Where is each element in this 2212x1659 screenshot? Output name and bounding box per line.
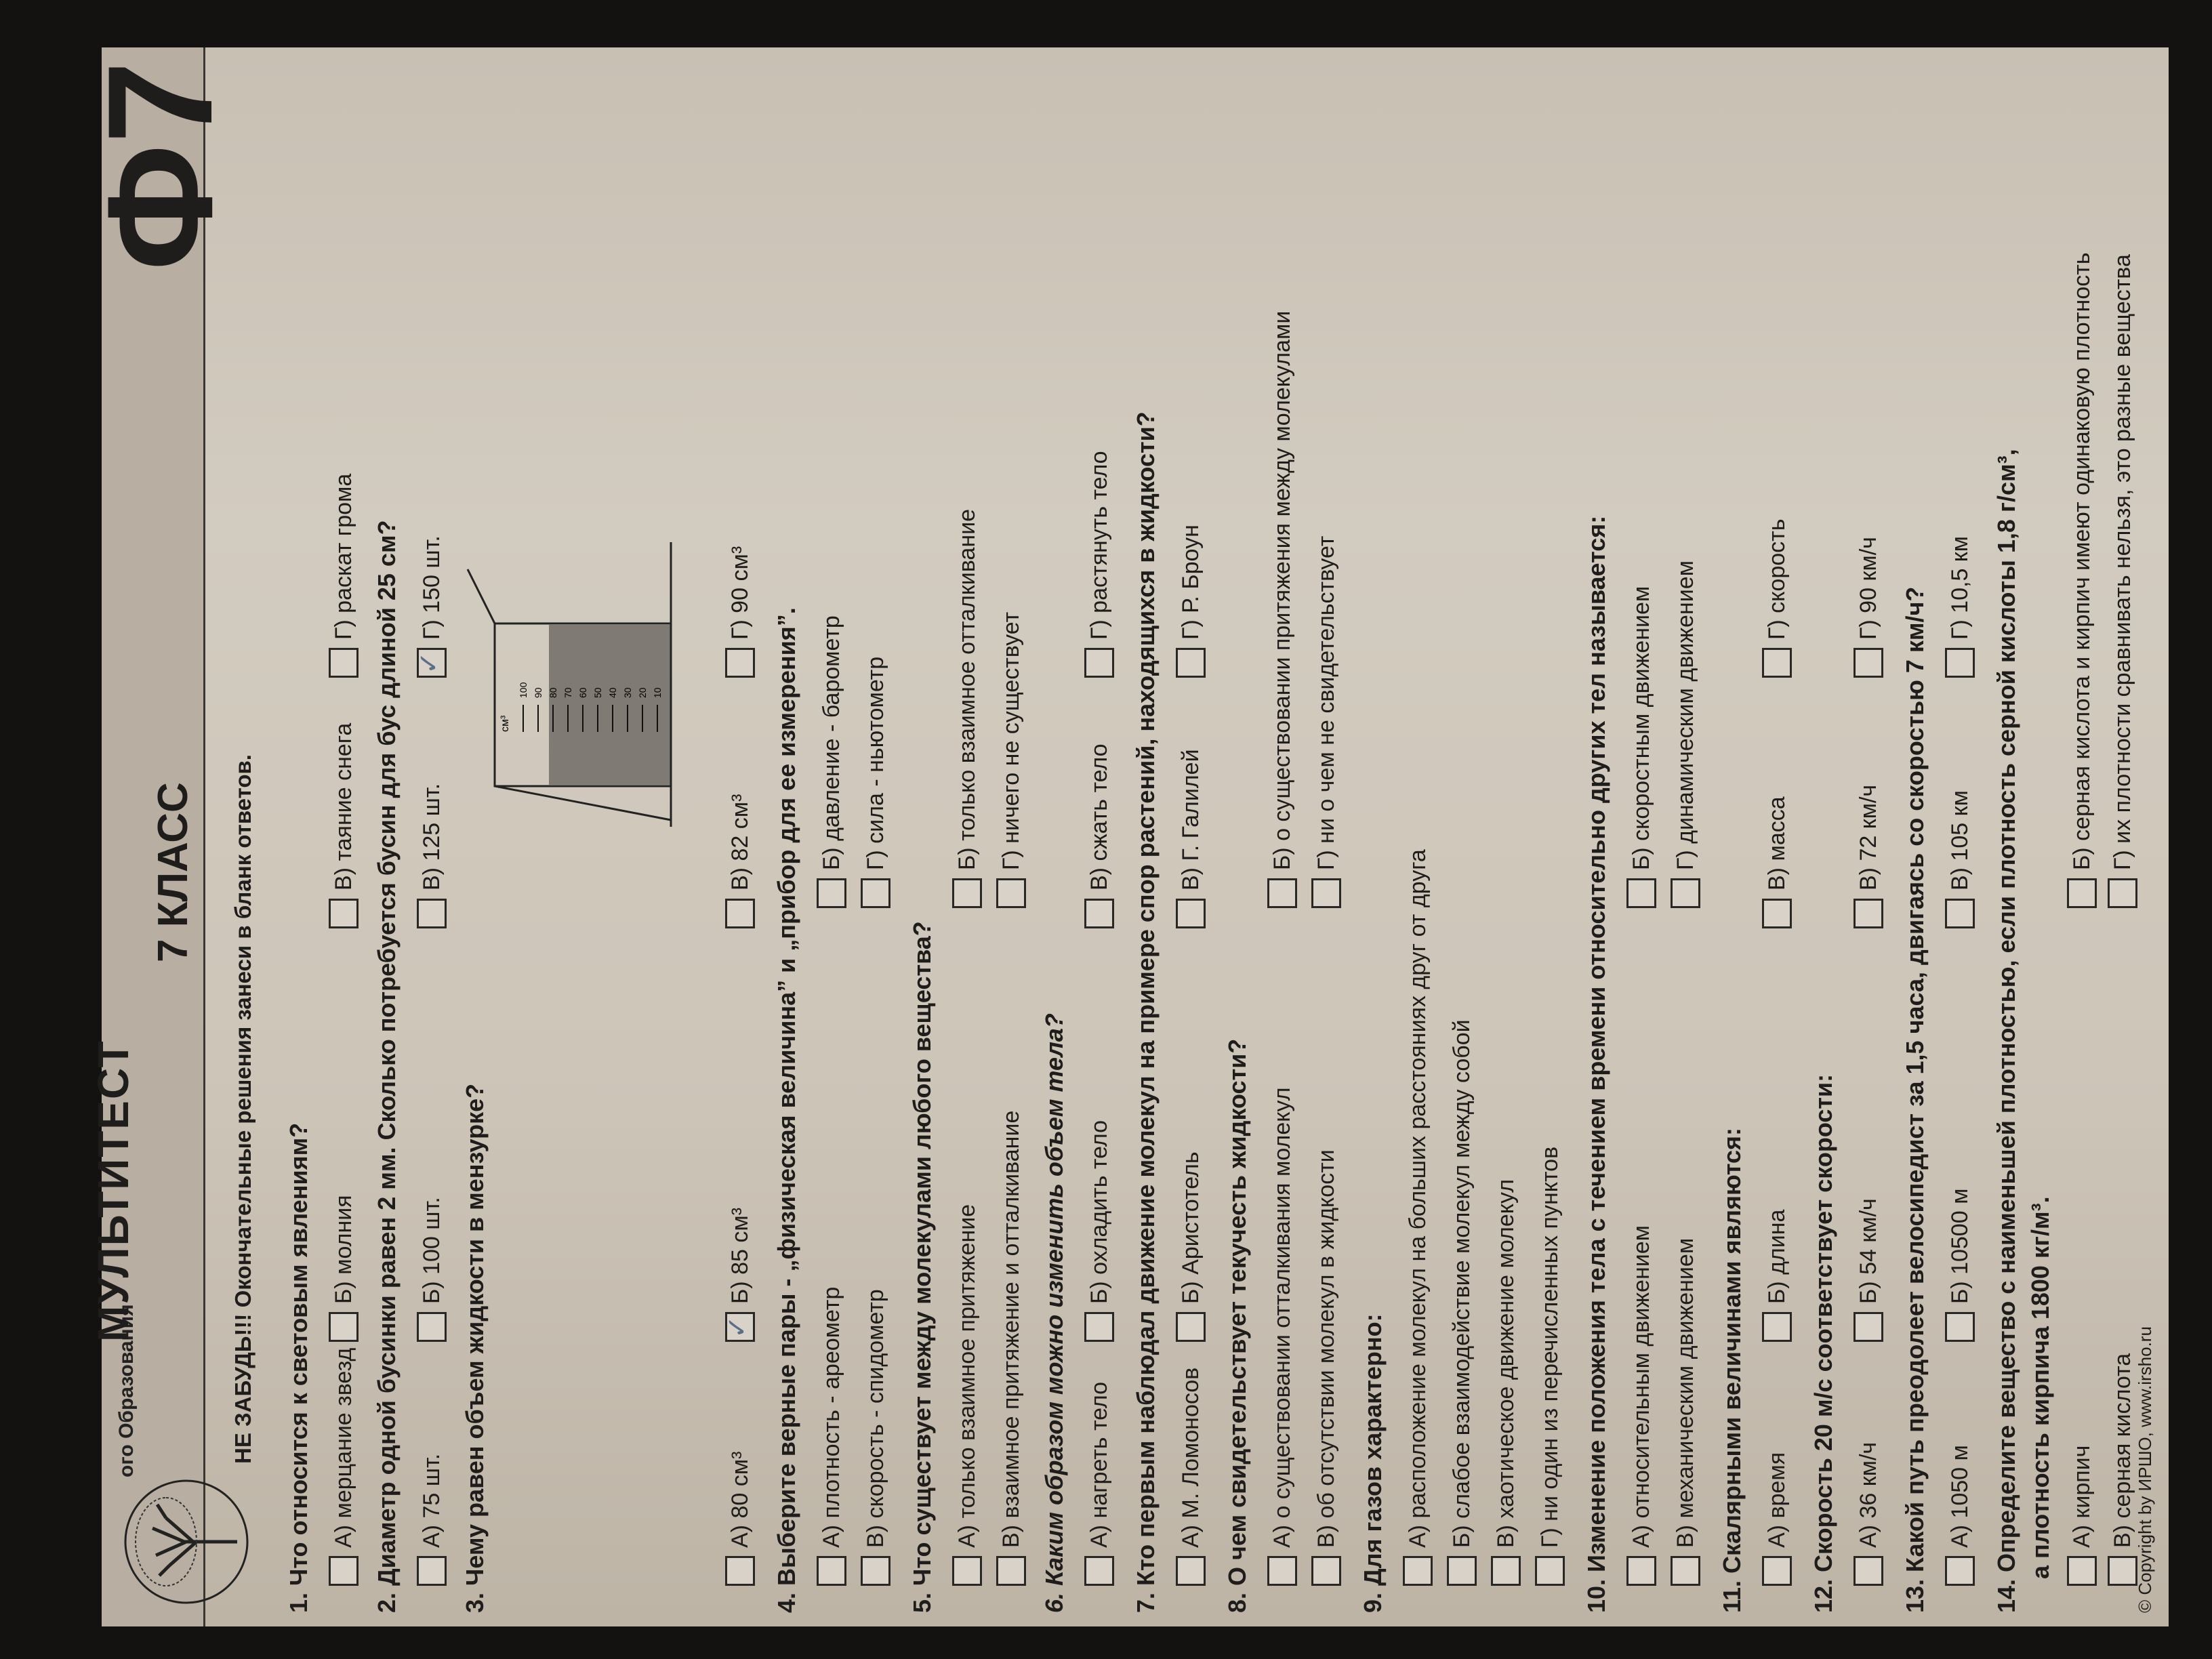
answer-option[interactable] [817,1287,846,1586]
answer-option[interactable] [1671,560,1700,908]
answer-label: Г) растянуть тело [1086,451,1112,640]
class-title: 7 КЛАСС [150,782,197,962]
question-text-continued: а плотность кирпича 1800 кг/м³. [2026,1196,2054,1579]
question-text: Что относится к световым явлениям? [285,1122,312,1586]
cylinder-tick-label: 20 [637,687,648,698]
answer-option[interactable] [1626,1225,1656,1586]
answer-label: В) Г. Галилей [1177,749,1204,890]
answer-option[interactable] [725,1452,755,1586]
answer-option[interactable] [1084,743,1114,928]
answer-label: Б) 10500 м [1946,1188,1973,1304]
cylinder-tick-label: 60 [577,687,588,698]
question-number: 3. [461,1585,489,1613]
answer-label: Б) о существовании притяжения между молекулами [1269,310,1295,870]
answer-option[interactable] [417,535,447,678]
question-1 [285,1123,313,1613]
answer-option[interactable] [1762,1452,1792,1586]
answer-label: Г) 90 см³ [726,546,753,640]
checkbox[interactable] [1671,878,1700,908]
answer-label: В) взаимное притяжение и отталкивание [998,1110,1024,1548]
answer-option[interactable] [1176,525,1206,678]
question-number: 13. [1901,1572,1929,1613]
answer-option[interactable] [1626,586,1656,908]
answer-label: Б) скоростным движением [1628,586,1654,870]
checkbox[interactable] [1447,1556,1477,1586]
answer-option[interactable] [1853,785,1883,928]
checkbox[interactable] [1311,878,1341,908]
answer-option[interactable] [1084,1120,1114,1342]
checkbox[interactable] [1311,1556,1341,1586]
question-number: 14. [1992,1572,2020,1613]
answer-label: Г) их плотности сравнивать нельзя, это разные вещества [2109,254,2135,870]
checkbox[interactable] [861,878,890,908]
checkbox[interactable] [329,899,359,928]
answer-label: В) об отсутствии молекул в жидкости [1313,1149,1339,1548]
checkbox[interactable] [1626,878,1656,908]
answer-option[interactable] [1945,790,1975,928]
question-number: 7. [1132,1585,1160,1613]
answer-label: А) мерцание звезд [330,1347,356,1548]
checkbox[interactable] [1176,1556,1206,1586]
question-number: 2. [373,1585,401,1613]
answer-label: А) плотность - ареометр [818,1286,844,1548]
answer-option[interactable] [1176,1151,1206,1342]
question-8 [1223,1039,1252,1613]
question-10 [1582,516,1611,1613]
answer-option[interactable] [1853,537,1883,678]
question-number: 8. [1223,1585,1251,1613]
answer-label: В) сжать тело [1086,743,1112,890]
checkbox[interactable] [1535,1556,1565,1586]
question-text: Какой путь преодолеет велосипедист за 1,5 часа, двигаясь со скоростью 7 км/ч? [1901,586,1929,1572]
question-13 [1901,587,1929,1613]
checkbox[interactable] [1176,1312,1206,1342]
checkbox[interactable] [1267,878,1297,908]
cylinder-tick-label: 10 [652,687,663,698]
question-number: 12. [1809,1572,1837,1613]
checkbox[interactable] [1853,1556,1883,1586]
checkbox[interactable] [2108,878,2137,908]
answer-label: В) 82 см³ [726,794,753,890]
answer-label: В) скорость - спидометр [862,1289,888,1548]
answer-option[interactable] [996,612,1026,908]
question-5 [908,921,937,1613]
answer-option[interactable] [329,1195,359,1342]
checkbox[interactable] [1762,1556,1792,1586]
question-number: 9. [1359,1585,1387,1613]
checkbox[interactable] [1945,648,1975,678]
answer-label: В) 105 км [1946,790,1973,890]
notice: НЕ ЗАБУДЬ!!! Окончательные решения занеси в бланк ответов. [230,754,255,1464]
answer-label: А) 80 см³ [726,1451,753,1548]
question-7 [1132,411,1160,1613]
answer-option[interactable] [1853,1198,1883,1342]
answer-option[interactable] [725,546,755,678]
answer-label: Б) 85 см³ [726,1207,753,1304]
checkbox[interactable] [1762,648,1792,678]
cylinder-tick-label: 50 [592,687,603,698]
answer-label: В) механическим движением [1672,1237,1698,1548]
question-2 [373,520,401,1613]
answer-label: А) нагреть тело [1086,1381,1112,1548]
answer-option[interactable] [1491,1179,1521,1586]
question-text: Диаметр одной бусинки равен 2 мм. Сколько потребуется бусин для бус длиной 25 см? [373,520,401,1586]
answer-label: А) 75 шт. [418,1453,445,1548]
checkbox[interactable] [952,878,982,908]
checkbox[interactable] [1853,1312,1883,1342]
checkbox[interactable] [861,1556,890,1586]
tree-logo-icon [108,1477,264,1606]
checkbox[interactable] [817,1556,846,1586]
answer-option[interactable] [329,723,359,928]
answer-label: В) серная кислота [2109,1353,2135,1548]
subject-code: Ф7 [77,60,243,271]
answer-label: А) расположение молекул на больших расстояниях друг от друга [1404,849,1431,1548]
answer-option[interactable] [329,1348,359,1586]
answer-option[interactable] [1176,749,1206,928]
checkbox[interactable] [1403,1556,1433,1586]
question-text: Для газов характерно: [1359,1313,1387,1586]
question-12 [1809,1074,1838,1613]
question-text: Выберите верные пары - „физическая величина” и „прибор для ее измерения”. [773,607,800,1586]
question-14 [1992,449,2021,1613]
question-text: Определите вещество с наименьшей плотностью, если плотность серной кислоты 1,8 г/см³, [1992,449,2020,1572]
checked-checkbox[interactable] [417,648,447,678]
checkbox[interactable] [417,1312,447,1342]
checkbox[interactable] [952,1556,982,1586]
test-sheet [77,47,2169,1626]
checkbox[interactable] [817,878,846,908]
question-text: Чему равен объем жидкости в мензурке? [461,1083,489,1586]
answer-label: А) кирпич [2068,1445,2095,1548]
checkbox[interactable] [1762,899,1792,928]
checkbox[interactable] [2067,1556,2097,1586]
answer-option[interactable] [2067,252,2097,908]
answer-option[interactable] [2108,1353,2137,1586]
answer-option[interactable] [417,1197,447,1342]
checkbox[interactable] [1945,899,1975,928]
checkbox[interactable] [725,1556,755,1586]
checkbox[interactable] [725,899,755,928]
answer-label: Г) скорость [1763,518,1790,640]
checkbox[interactable] [996,1556,1026,1586]
cylinder-tick-label: 30 [622,687,633,698]
question-text: Изменение положения тела с течением времени относительно других тел называется: [1582,515,1610,1572]
checkbox[interactable] [1945,1556,1975,1586]
answer-option[interactable] [2067,1446,2097,1586]
answer-label: А) М. Ломоносов [1177,1367,1204,1548]
checkbox[interactable] [2108,1556,2137,1586]
answer-label: Г) динамическим движением [1672,560,1698,870]
answer-label: В) 72 км/ч [1855,784,1881,890]
answer-label: Б) серная кислота и кирпич имеют одинаковую плотность [2068,252,2095,870]
checkbox[interactable] [1626,1556,1656,1586]
checkbox[interactable] [417,1556,447,1586]
answer-option[interactable] [1084,1382,1114,1586]
answer-label: А) только взаимное притяжение [954,1204,980,1548]
checkbox[interactable] [1853,899,1883,928]
answer-option[interactable] [952,1204,982,1586]
answer-label: Г) ничего не существует [998,611,1024,870]
cylinder-tick-label: 80 [548,687,558,698]
answer-option[interactable] [1311,536,1341,908]
answer-option[interactable] [996,1111,1026,1586]
checkbox[interactable] [1267,1556,1297,1586]
cylinder-tick-label: 40 [607,687,618,698]
answer-label: Б) давление - барометр [818,615,844,870]
question-text: Скалярными величинами являются: [1718,1127,1746,1574]
measuring-cylinder [454,542,684,827]
cylinder-tick-label: 100 [518,682,529,698]
answer-option[interactable] [1535,1147,1565,1586]
answer-label: Б) 54 км/ч [1855,1198,1881,1304]
answer-option[interactable] [1403,849,1433,1586]
checkbox[interactable] [329,1556,359,1586]
answer-option[interactable] [329,474,359,678]
answer-label: Б) Аристотель [1177,1151,1204,1304]
checkbox[interactable] [1176,899,1206,928]
answer-label: Г) 10,5 км [1946,535,1973,640]
answer-option[interactable] [1945,1189,1975,1342]
answer-label: Г) ни один из перечисленных пунктов [1536,1146,1563,1548]
checked-checkbox[interactable] [725,1312,755,1342]
answer-label: А) 36 км/ч [1855,1441,1881,1548]
question-text: Скорость 20 м/с соответствует скорости: [1809,1073,1837,1572]
checkbox[interactable] [1084,1312,1114,1342]
answer-label: Б) слабое взаимодействие молекул между собой [1448,1019,1475,1548]
checkbox[interactable] [329,648,359,678]
question-3 [461,1084,489,1613]
question-number: 10. [1582,1572,1610,1613]
answer-option[interactable] [417,1454,447,1586]
answer-label: В) масса [1763,796,1790,890]
answer-option[interactable] [1762,796,1792,928]
answer-label: А) о существовании отталкивания молекул [1269,1087,1295,1548]
answer-option[interactable] [1084,451,1114,678]
answer-option[interactable] [1762,519,1792,678]
checkbox[interactable] [1945,1312,1975,1342]
answer-option[interactable] [725,1208,755,1342]
answer-label: Г) 150 шт. [418,535,445,640]
checkbox[interactable] [1671,1556,1700,1586]
checkbox[interactable] [1491,1556,1521,1586]
question-number: 11. [1718,1573,1746,1613]
checkbox[interactable] [417,899,447,928]
answer-option[interactable] [1311,1149,1341,1586]
question-text: Кто первым наблюдал движение молекул на примере спор растений, находящихся в жидкости? [1132,411,1160,1586]
answer-option[interactable] [1447,1019,1477,1586]
question-11 [1718,1128,1746,1613]
checkbox[interactable] [2067,878,2097,908]
org-name: ого Образования [115,1304,138,1477]
answer-label: Г) раскат грома [330,473,356,640]
answer-option[interactable] [1945,536,1975,678]
answer-option[interactable] [1945,1445,1975,1586]
answer-label: В) таяние снега [330,722,356,890]
answer-option[interactable] [417,783,447,928]
answer-option[interactable] [1671,1238,1700,1586]
checkbox[interactable] [996,878,1026,908]
contest-name: МУЛЬТИТЕСТ [89,1040,138,1342]
answer-option[interactable] [817,615,846,908]
checkbox[interactable] [1084,1556,1114,1586]
question-4 [773,607,801,1613]
checkbox[interactable] [725,648,755,678]
question-number: 4. [773,1585,800,1613]
answer-label: Г) Р. Броун [1177,525,1204,640]
answer-label: Б) охладить тело [1086,1120,1112,1304]
answer-option[interactable] [1267,1087,1297,1586]
answer-label: В) 125 шт. [418,783,445,890]
checkbox[interactable] [1762,1312,1792,1342]
cylinder-unit: см³ [499,715,511,732]
question-text: Каким образом можно изменить объем тела? [1040,1013,1068,1586]
answer-option[interactable] [1267,311,1297,908]
answer-option[interactable] [1853,1442,1883,1586]
answer-option[interactable] [952,509,982,908]
cylinder-tick-label: 70 [562,687,573,698]
checkbox[interactable] [1853,648,1883,678]
answer-option[interactable] [725,794,755,928]
answer-label: Б) молния [330,1195,356,1304]
answer-label: Б) длина [1763,1209,1790,1304]
question-text: Что существует между молекулами любого вещества? [908,921,936,1586]
checkbox[interactable] [1084,648,1114,678]
answer-option[interactable] [2108,254,2137,908]
question-number: 1. [285,1585,312,1613]
checkbox[interactable] [1084,899,1114,928]
answer-label: Г) сила - ньютометр [862,656,888,870]
answer-label: А) относительным движением [1628,1225,1654,1548]
question-number: 5. [908,1585,936,1613]
answer-option[interactable] [861,1289,890,1586]
answer-label: Б) 100 шт. [418,1197,445,1304]
answer-option[interactable] [861,657,890,908]
answer-label: А) 1050 м [1946,1445,1973,1548]
question-9 [1359,1313,1387,1613]
answer-label: А) время [1763,1452,1790,1548]
question-number: 6. [1040,1585,1068,1613]
answer-label: Г) ни о чем не свидетельствует [1313,535,1339,870]
cylinder-tick-label: 90 [533,687,544,698]
question-6 [1040,1013,1069,1613]
checkbox[interactable] [329,1312,359,1342]
answer-label: В) хаотическое движение молекул [1492,1179,1519,1548]
checkbox[interactable] [1176,648,1206,678]
question-text: О чем свидетельствует текучесть жидкости? [1223,1038,1251,1586]
answer-label: Г) 90 км/ч [1855,537,1881,640]
copyright: © Copyright by ИРШО, www.irsho.ru [2135,1326,2155,1613]
answer-option[interactable] [1762,1210,1792,1342]
answer-label: Б) только взаимное отталкивание [954,509,980,870]
answer-option[interactable] [1176,1368,1206,1586]
